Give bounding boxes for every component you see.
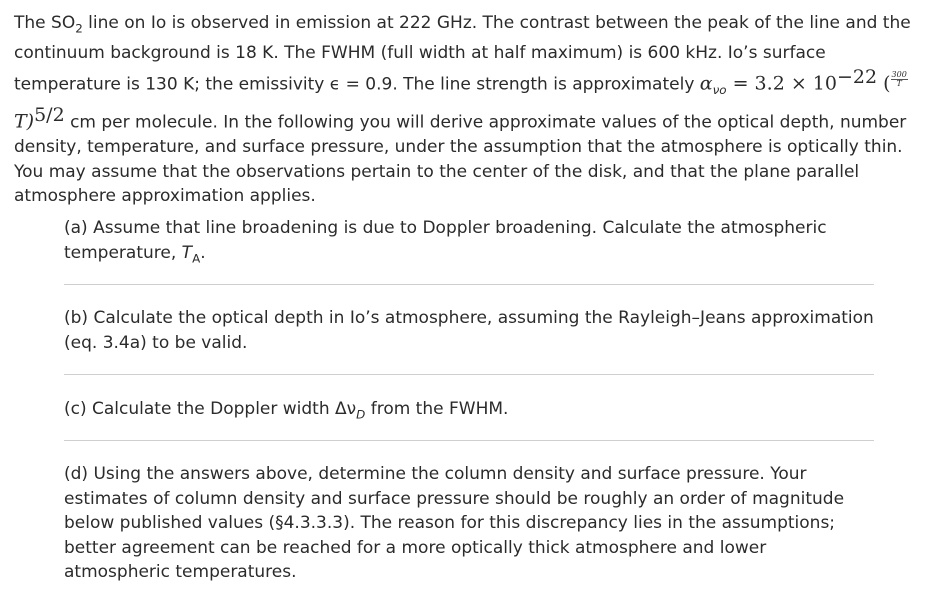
part-c-end: from the FWHM. <box>365 399 509 419</box>
part-d <box>64 462 874 585</box>
power-exponent: 5/2 <box>34 103 65 126</box>
divider-a <box>64 284 874 285</box>
line-strength-value: = 3.2 × 10 <box>726 73 837 96</box>
part-d-text: (d) Using the answers above, determine the column density and surface pressure. Your estimates of column density and surface pressure should be roughly an order of magnitude below published values (§4.3.3.3). The reason for this discrepancy lies in the assumptions; better agreement can be reached for a more optically thick atmosphere and lower atmospheric temperatures. <box>64 464 845 582</box>
part-a <box>64 216 874 270</box>
part-a-temp-symbol: T <box>181 242 193 263</box>
part-a-end: . <box>200 242 206 263</box>
intro-paragraph <box>14 11 919 209</box>
fraction-numerator: 300 <box>891 69 907 79</box>
part-a-text: (a) Assume that line broadening is due to Doppler broadening. Calculate the atmospheric temperature, <box>64 218 827 263</box>
part-a-subscript: A <box>192 250 201 265</box>
line-strength-exponent: −22 <box>836 66 878 89</box>
part-c-text: (c) Calculate the Doppler width Δν <box>64 399 357 419</box>
fraction-denominator: T <box>896 78 902 88</box>
divider-b <box>64 374 874 375</box>
intro-text-start: The SO <box>14 13 76 33</box>
alpha-symbol: α <box>699 73 713 96</box>
intro-text-tail: cm per molecule. In the following you will derive approximate values of the optical depth, number density, temperature, and surface pressure, under the assumption that the atmosphere is optically thin. You may assume that the observations pertain to the center of the disk, and that the plane parallel atmosphere approximation applies. <box>14 112 907 207</box>
part-c <box>64 397 874 427</box>
temperature-fraction <box>891 71 908 88</box>
problem-intro <box>14 11 919 209</box>
paren-open: ( <box>877 73 891 96</box>
part-b <box>64 306 874 355</box>
divider-c <box>64 440 874 441</box>
alpha-subscript: νo <box>712 83 727 98</box>
part-b-text: (b) Calculate the optical depth in Io’s atmosphere, assuming the Rayleigh–Jeans approximation (eq. 3.4a) to be valid. <box>64 308 874 353</box>
so2-subscript: 2 <box>75 21 83 36</box>
intro-text-continued: line on Io is observed in emission at 222 GHz. The contrast between the peak of the line and the continuum background is 18 K. The FWHM (full width at half maximum) is 600 kHz. Io’s surface temperature is 130 K; the emissivity ϵ = 0.9. The line strength is approximately <box>14 13 911 96</box>
paren-close: T) <box>14 110 35 133</box>
part-c-subscript: D <box>356 407 366 422</box>
